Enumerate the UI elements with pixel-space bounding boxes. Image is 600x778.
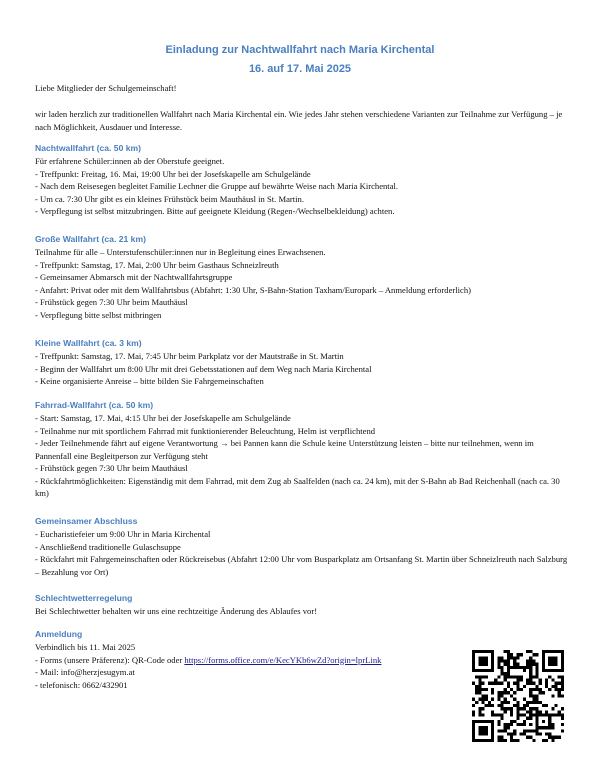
section-line: - Treffpunkt: Samstag, 17. Mai, 7:45 Uhr beim Parkplatz vor der Mautstraße in St. Martin [35,351,344,361]
section-line: - Anschließend traditionelle Gulaschsuppe [35,541,181,552]
registration-phone: - telefonisch: 0662/432901 [35,679,128,690]
section-heading: Kleine Wallfahrt (ca. 3 km) [35,338,142,348]
registration-mail: - Mail: info@herzjesugym.at [35,667,135,677]
section-heading: Nachtwallfahrt (ca. 50 km) [35,143,142,153]
document-title: Einladung zur Nachtwallfahrt nach Maria Kirchental [165,44,435,56]
section-line: Teilnahme für alle – Unterstufenschüler:innen nur in Begleitung eines Erwachsenen. [35,247,326,257]
section-line: - Rückfahrtmöglichkeiten: Eigenständig mit dem Fahrrad, mit dem Zug ab Saalfelden (nach ca. 24 km), mit der S-Bahn ab Bad Reichenhall (nach ca. 30 km) [35,475,560,498]
section-line: - Teilnahme nur mit sportlichem Fahrrad mit funktionierender Beleuchtung, Helm ist verpflichtend [35,425,376,436]
section-heading: Gemeinsamer Abschluss [35,516,138,526]
section-kleine-wallfahrt [35,337,570,388]
section-line: - Anfahrt: Privat oder mit dem Wallfahrtsbus (Abfahrt: 1:30 Uhr, S-Bahn-Station Taxham/Europark – Anmeldung erforderlich) [35,284,471,295]
section-line: - Verpflegung bitte selbst mitbringen [35,309,162,320]
section-abschluss [35,515,570,578]
section-line: Bei Schlechtwetter behalten wir uns eine rechtzeitige Änderung des Ablaufes vor! [35,606,318,616]
forms-link[interactable]: https://forms.office.com/e/KecYKb6wZd?origin=lprLink [184,654,382,665]
section-line: - Jeder Teilnehmende fährt auf eigene Verantwortung → bei Pannen kann die Schule keine Unterstützung leisten – bitte nur teilnehmen, wenn im Pannenfall eine Begleitperson zur Verfügung steht [35,438,534,461]
section-grosse-wallfahrt [35,233,570,321]
registration-deadline: Verbindlich bis 11. Mai 2025 [35,642,136,652]
section-fahrrad-wallfahrt [35,399,570,500]
section-line: - Treffpunkt: Freitag, 16. Mai, 19:00 Uhr bei der Josefskapelle am Schulgelände [35,168,311,179]
section-heading: Fahrrad-Wallfahrt (ca. 50 km) [35,400,154,410]
section-line: - Frühstück gegen 7:30 Uhr beim Mauthäusl [35,297,188,307]
section-line: - Verpflegung ist selbst mitzubringen. Bitte auf geeignete Kleidung (Regen-/Wechselbekleidung) achten. [35,206,395,216]
section-line: - Start: Samstag, 17. Mai, 4:15 Uhr bei der Josefskapelle am Schulgelände [35,413,291,423]
section-line: Für erfahrene Schüler:innen ab der Oberstufe geeignet. [35,156,225,166]
intro-paragraph: wir laden herzlich zur traditionellen Wallfahrt nach Maria Kirchental ein. Wie jedes Jahr stehen verschiedene Varianten zur Teilnahme zur Verfügung – je nach Möglichkeit, Ausdauer und Interesse. [35,109,563,132]
section-line: - Frühstück gegen 7:30 Uhr beim Mauthäusl [35,463,188,473]
section-line: - Keine organisierte Anreise – bitte bilden Sie Fahrgemeinschaften [35,376,264,386]
section-line: - Rückfahrt mit Fahrgemeinschaften oder Rückreisebus (Abfahrt 12:00 Uhr vom Busparkplatz am Ortsanfang St. Martin über Schneizlreuth nach Salzburg – Bezahlung vor Ort) [35,554,568,577]
document-date-title: 16. auf 17. Mai 2025 [248,63,352,75]
section-line: - Eucharistiefeier um 9:00 Uhr in Maria Kirchental [35,529,211,539]
section-nachtwallfahrt [35,142,570,218]
salutation: Liebe Mitglieder der Schulgemeinschaft! [35,83,177,93]
section-line: - Treffpunkt: Samstag, 17. Mai, 2:00 Uhr beim Gasthaus Schneizlreuth [35,259,279,270]
section-schlechtwetter [35,592,570,618]
section-heading: Anmeldung [35,629,83,639]
forms-label: - Forms (unsere Präferenz): QR-Code oder [35,654,185,665]
qr-code-icon[interactable] [472,650,564,742]
section-line: - Nach dem Reisesegen begleitet Familie Lechner die Gruppe auf bewährte Weise nach Maria Kirchental. [35,181,399,191]
section-line: - Gemeinsamer Abmarsch mit der Nachtwallfahrtsgruppe [35,272,233,282]
section-line: - Beginn der Wallfahrt um 8:00 Uhr mit drei Gebetsstationen auf dem Weg nach Maria Kirchental [35,363,372,374]
section-heading: Große Wallfahrt (ca. 21 km) [35,234,146,244]
section-line: - Um ca. 7:30 Uhr gibt es ein kleines Frühstück beim Mauthäusl in St. Martin. [35,193,304,204]
section-heading: Schlechtwetterregelung [35,593,133,603]
